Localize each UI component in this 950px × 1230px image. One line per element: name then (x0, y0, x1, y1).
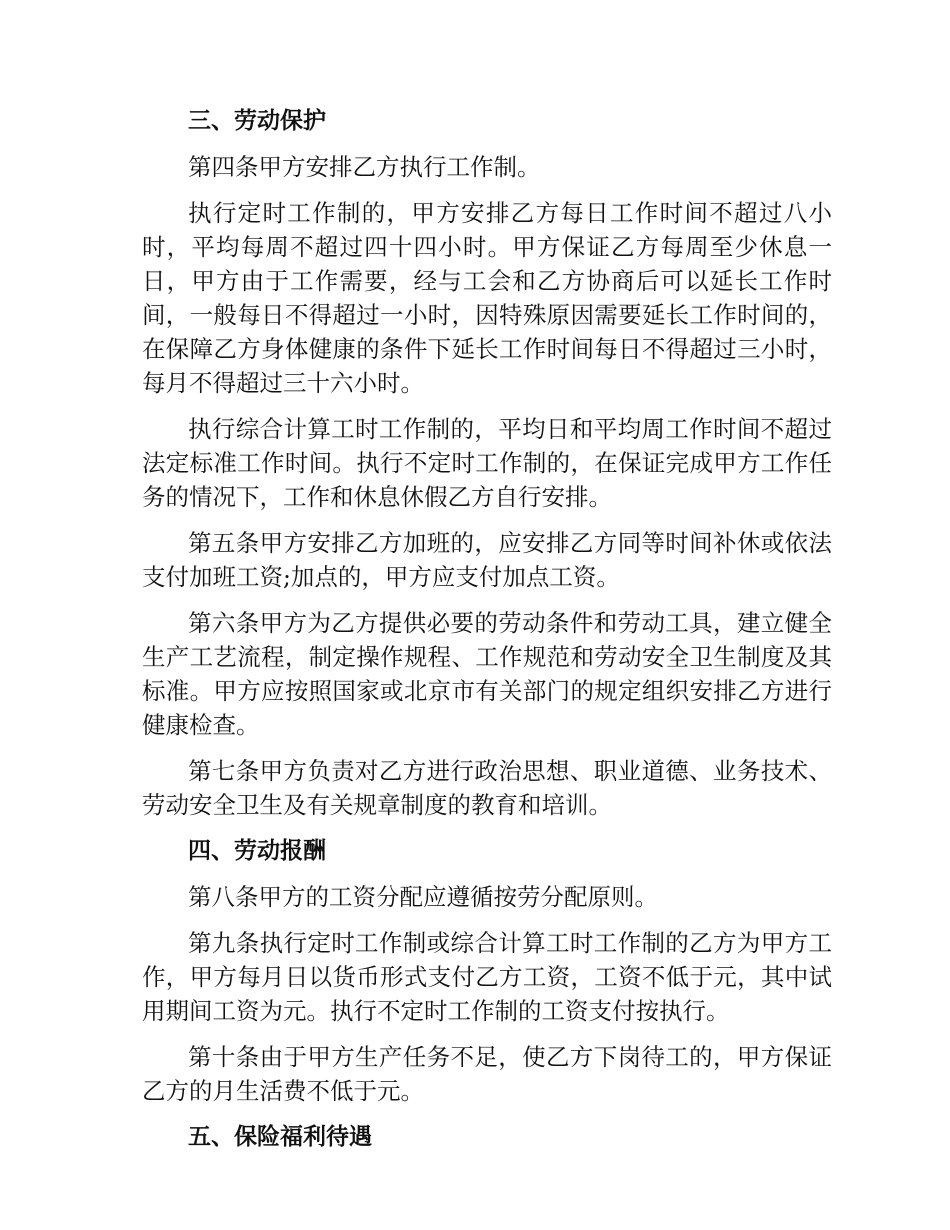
paragraph-article-4: 第四条甲方安排乙方执行工作制。 (188, 153, 541, 181)
section-heading-insurance-welfare: 五、保险福利待遇 (188, 1124, 372, 1150)
section-heading-remuneration: 四、劳动报酬 (188, 838, 326, 864)
document-body (142, 104, 832, 1166)
paragraph-article-7: 第七条甲方负责对乙方进行政治思想、职业道德、业务技术、劳动安全卫生及有关规章制度的教育和培训。 (142, 757, 832, 819)
paragraph-article-5: 第五条甲方安排乙方加班的，应安排乙方同等时间补休或依法支付加班工资;加点的，甲方应支付加点工资。 (142, 529, 832, 591)
paragraph-article-6: 第六条甲方为乙方提供必要的劳动条件和劳动工具，建立健全生产工艺流程，制定操作规程、工作规范和劳动安全卫生制度及其标准。甲方应按照国家或北京市有关部门的规定组织安排乙方进行健康检查。 (142, 609, 832, 739)
paragraph-article-8: 第八条甲方的工资分配应遵循按劳分配原则。 (188, 883, 658, 911)
section-heading-labor-protection: 三、劳动保护 (188, 108, 326, 134)
paragraph-comprehensive-hours: 执行综合计算工时工作制的，平均日和平均周工作时间不超过法定标准工作时间。执行不定时工作制的，在保证完成甲方工作任务的情况下，工作和休息休假乙方自行安排。 (142, 415, 832, 511)
paragraph-article-10: 第十条由于甲方生产任务不足，使乙方下岗待工的，甲方保证乙方的月生活费不低于元。 (142, 1043, 832, 1105)
paragraph-article-9: 第九条执行定时工作制或综合计算工时工作制的乙方为甲方工作，甲方每月日以货币形式支付乙方工资，工资不低于元，其中试用期间工资为元。执行不定时工作制的工资支付按执行。 (142, 929, 832, 1025)
paragraph-fixed-hours: 执行定时工作制的，甲方安排乙方每日工作时间不超过八小时，平均每周不超过四十四小时。甲方保证乙方每周至少休息一日，甲方由于工作需要，经与工会和乙方协商后可以延长工作时间，一般每日不得超过一小时，因特殊原因需要延长工作时间的，在保障乙方身体健康的条件下延长工作时间每日不得超过三小时，每月不得超过三十六小时。 (142, 199, 832, 397)
